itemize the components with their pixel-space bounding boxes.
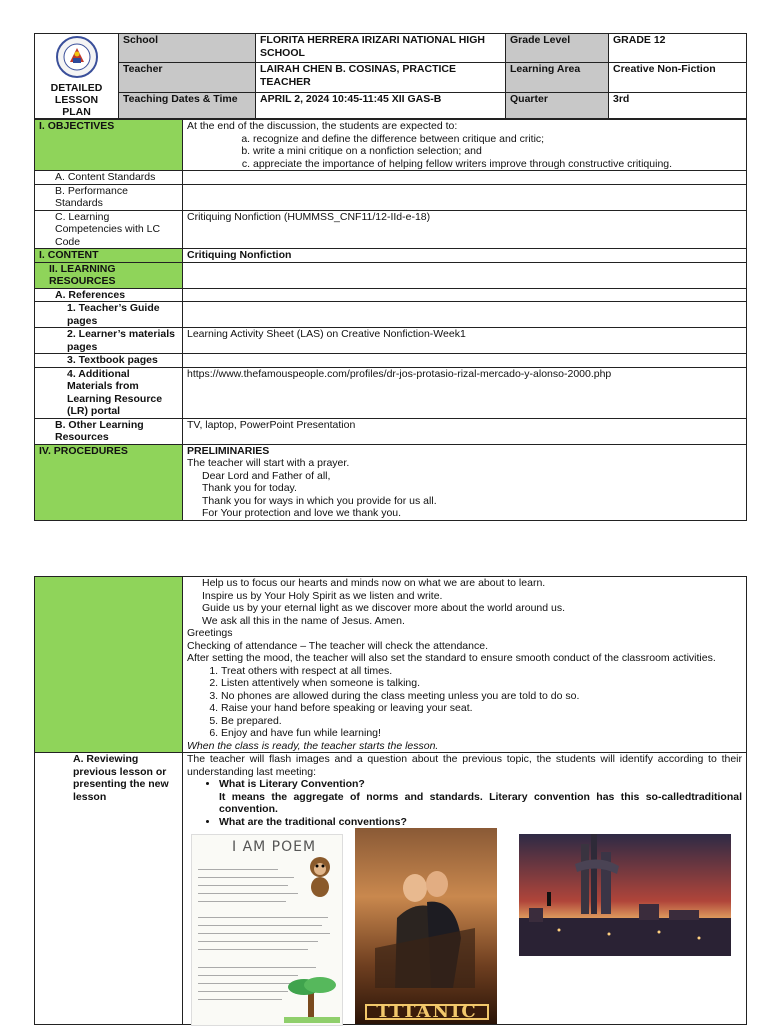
learning-area-value: Creative Non-Fiction: [609, 63, 747, 92]
additional-materials-label: 4. Additional Materials from Learning Resource (LR) portal: [35, 367, 183, 418]
textbook-value: [183, 354, 747, 368]
standards-intro: After setting the mood, the teacher will also set the standard to ensure smooth conduct of the classroom activities.: [187, 652, 716, 664]
lesson-table-page-1: [34, 119, 747, 521]
textbook-label: 3. Textbook pages: [35, 354, 183, 368]
review-intro: The teacher will flash images and a question about the previous topic, the students will identify according to their understanding last meeting:: [187, 753, 742, 778]
dates-label: Teaching Dates & Time: [119, 92, 256, 118]
poem-image-title: I AM POEM: [232, 839, 317, 855]
objective-item: a. recognize and define the difference between critique and critic;: [253, 133, 742, 146]
deped-seal-icon: [56, 36, 98, 78]
header-table: [34, 33, 747, 119]
rule-item: 2. Listen attentively when someone is talking.: [221, 677, 742, 690]
rule-item: 6. Enjoy and have fun while learning!: [221, 727, 742, 740]
prayer-block-2: [187, 577, 742, 627]
additional-materials-value: https://www.thefamouspeople.com/profiles/dr-jos-protasio-rizal-mercado-y-alonso-2000.php: [183, 367, 747, 418]
teachers-guide-value: [183, 302, 747, 328]
futuristic-city-image: [519, 834, 731, 956]
preliminaries-heading: PRELIMINARIES: [187, 444, 270, 457]
content-label: I. CONTENT: [35, 249, 183, 263]
dlp-line-3: PLAN: [62, 105, 91, 118]
procedures-cell: [183, 444, 747, 520]
procedures-continued-cell: [183, 577, 747, 753]
references-value: [183, 288, 747, 302]
prayer-intro: The teacher will start with a prayer.: [187, 457, 350, 469]
titanic-poster-image: [355, 828, 497, 1024]
prayer-line: We ask all this in the name of Jesus. Amen.: [202, 614, 405, 627]
prayer-line: Inspire us by Your Holy Spirit as we listen and write.: [202, 589, 443, 602]
prayer-line: For Your protection and love we thank you.: [202, 507, 402, 519]
content-standards-value: [183, 171, 747, 185]
review-cell: [183, 753, 747, 1025]
prayer-line: Thank you for today.: [202, 482, 297, 494]
learning-area-label: Learning Area: [506, 63, 609, 92]
learning-competencies-value: Critiquing Nonfiction (HUMMSS_CNF11/12-IId-e-18): [183, 210, 747, 249]
dates-value: APRIL 2, 2024 10:45-11:45 XII GAS-B: [256, 92, 506, 118]
performance-standards-value: [183, 184, 747, 210]
dlp-line-1: DETAILED: [50, 81, 103, 94]
teacher-value: LAIRAH CHEN B. COSINAS, PRACTICE TEACHER: [256, 63, 506, 92]
logo-cell: [35, 34, 119, 119]
review-label: A. Reviewing previous lesson or presenting the new lesson: [35, 753, 183, 1025]
school-value: FLORITA HERRERA IRIZARI NATIONAL HIGH SCHOOL: [256, 34, 506, 63]
review-images: [187, 828, 742, 1024]
ready-note: When the class is ready, the teacher starts the lesson.: [187, 739, 439, 752]
question-2: What are the traditional conventions?: [219, 815, 407, 828]
other-resources-value: TV, laptop, PowerPoint Presentation: [183, 418, 747, 444]
titanic-poster-title: TITANIC: [365, 1004, 489, 1021]
objective-item: c. appreciate the importance of helping fellow writers improve through constructive critiquing.: [253, 158, 742, 171]
class-rules-list: [187, 665, 742, 740]
rule-item: 3. No phones are allowed during the class meeting unless you are told to do so.: [221, 690, 742, 703]
objectives-intro: At the end of the discussion, the students are expected to:: [187, 120, 458, 132]
lesson-table-page-2: [34, 576, 747, 1025]
prayer-line: Guide us by your eternal light as we discover more about the world around us.: [202, 602, 566, 614]
learning-competencies-label: C. Learning Competencies with LC Code: [35, 210, 183, 249]
prayer-line: Help us to focus our hearts and minds now on what we are about to learn.: [202, 577, 546, 589]
quarter-value: 3rd: [609, 92, 747, 118]
rule-item: 5. Be prepared.: [221, 715, 742, 728]
rule-item: 1. Treat others with respect at all times.: [221, 665, 742, 678]
grade-level-label: Grade Level: [506, 34, 609, 63]
dlp-title: [35, 82, 118, 118]
tree-icon: [284, 971, 340, 1023]
question-item: [219, 778, 742, 816]
teacher-label: Teacher: [119, 63, 256, 92]
grade-level-value: GRADE 12: [609, 34, 747, 63]
question-item: [219, 816, 742, 829]
monkey-icon: [304, 855, 336, 897]
objective-item: b. write a mini critique on a nonfiction selection; and: [253, 145, 742, 158]
procedures-label: IV. PROCEDURES: [35, 444, 183, 520]
dlp-line-2: LESSON: [54, 93, 99, 106]
references-label: A. References: [35, 288, 183, 302]
quarter-label: Quarter: [506, 92, 609, 118]
answer-1: It means the aggregate of norms and standards. Literary convention has this so-calledtraditional convention.: [219, 790, 742, 815]
school-label: School: [119, 34, 256, 63]
city-skyline-icon: [519, 834, 731, 956]
performance-standards-label: B. Performance Standards: [35, 184, 183, 210]
attendance: Checking of attendance – The teacher will check the attendance.: [187, 639, 488, 652]
teachers-guide-label: 1. Teacher’s Guide pages: [35, 302, 183, 328]
resources-label: II. LEARNING RESOURCES: [35, 262, 183, 288]
couple-silhouette-icon: [375, 858, 475, 988]
learners-materials-label: 2. Learner’s materials pages: [35, 328, 183, 354]
resources-value: [183, 262, 747, 288]
prayer-line: Thank you for ways in which you provide for us all.: [202, 494, 437, 507]
other-resources-label: B. Other Learning Resources: [35, 418, 183, 444]
objectives-label: I. OBJECTIVES: [35, 120, 183, 171]
objectives-cell: [183, 120, 747, 171]
procedures-continued-label: [35, 577, 183, 753]
question-1: What is Literary Convention?: [219, 778, 365, 790]
poem-image: [191, 834, 343, 1026]
objectives-list: [187, 133, 742, 171]
greetings: Greetings: [187, 627, 233, 639]
review-questions: [187, 778, 742, 828]
content-value: Critiquing Nonfiction: [183, 249, 747, 263]
rule-item: 4. Raise your hand before speaking or leaving your seat.: [221, 702, 742, 715]
prayer-block-1: [187, 470, 742, 520]
learners-materials-value: Learning Activity Sheet (LAS) on Creative Nonfiction-Week1: [183, 328, 747, 354]
content-standards-label: A. Content Standards: [35, 171, 183, 185]
prayer-line: Dear Lord and Father of all,: [202, 469, 331, 482]
